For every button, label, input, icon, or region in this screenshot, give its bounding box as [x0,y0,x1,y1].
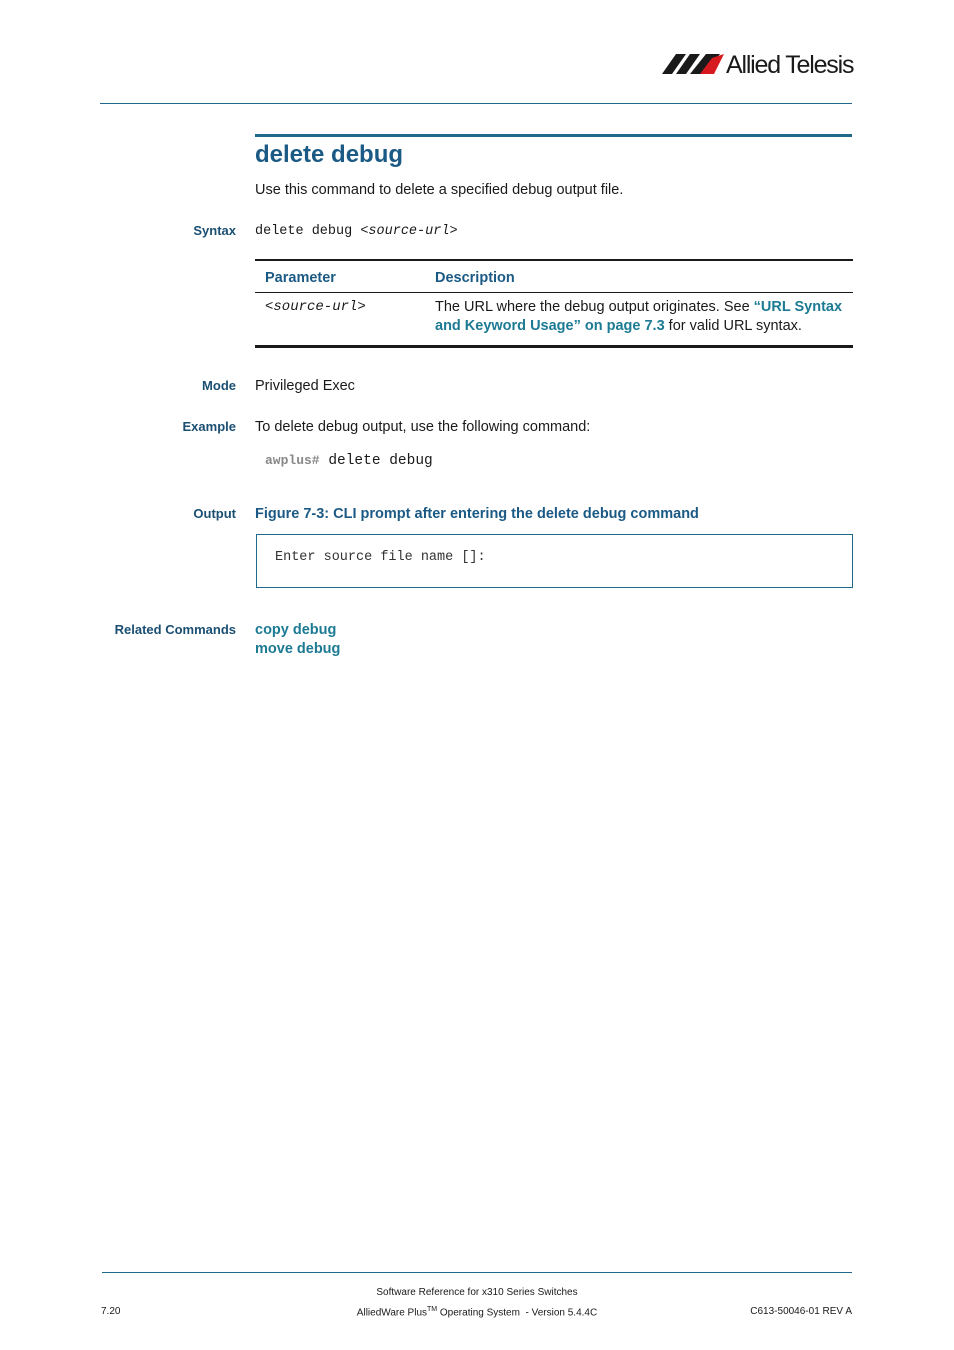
example-command: delete debug [328,453,433,469]
header-rule [100,103,852,104]
table-header-parameter: Parameter [255,260,425,293]
title-rule [255,134,852,137]
table-header-row [255,260,853,293]
logo-mark-icon [662,50,726,80]
logo-wordmark: Allied Telesis [726,51,854,79]
example-label: Example [182,419,236,434]
output-label: Output [193,506,236,521]
mode-value: Privileged Exec [255,378,355,394]
cli-prompt: awplus# [265,453,320,468]
footer-rule [102,1272,852,1273]
figure-caption: Figure 7-3: CLI prompt after entering the delete debug command [255,506,699,522]
param-description: The URL where the debug output originates. See “URL Syntax and Keyword Usage” on page 7.3 for valid URL syntax. [425,293,853,347]
cli-output-text: Enter source file name []: [275,550,486,565]
syntax-command: delete debug [255,224,361,239]
footer-doc-id: C613-50046-01 REV A [750,1306,852,1317]
footer-product: AlliedWare Plus™ Operating System - Version 5.4.4C [356,1306,598,1319]
syntax-arg: <source-url> [360,224,458,239]
example-command-line [265,451,433,471]
example-text: To delete debug output, use the following command: [255,419,591,435]
parameter-table [255,259,853,348]
intro-text: Use this command to delete a specified debug output file. [255,182,624,198]
syntax-line [255,223,458,241]
page-title: delete debug [255,141,404,168]
related-link-copy-debug[interactable]: copy debug [255,622,337,638]
mode-label: Mode [202,378,236,393]
footer-title: Software Reference for x310 Series Switches [376,1287,578,1298]
param-name: <source-url> [255,293,425,347]
related-commands-label: Related Commands [114,622,236,637]
footer-page-number: 7.20 [101,1306,121,1317]
trademark-mark: TM [427,1306,438,1313]
cli-output-box [256,534,853,588]
related-link-move-debug[interactable]: move debug [255,641,341,657]
url-syntax-link[interactable]: “URL Syntax and Keyword Usage” on page 7.3 [435,299,843,334]
syntax-label: Syntax [193,223,236,238]
table-header-description: Description [425,260,853,293]
allied-telesis-logo [662,50,854,80]
table-row [255,293,853,347]
